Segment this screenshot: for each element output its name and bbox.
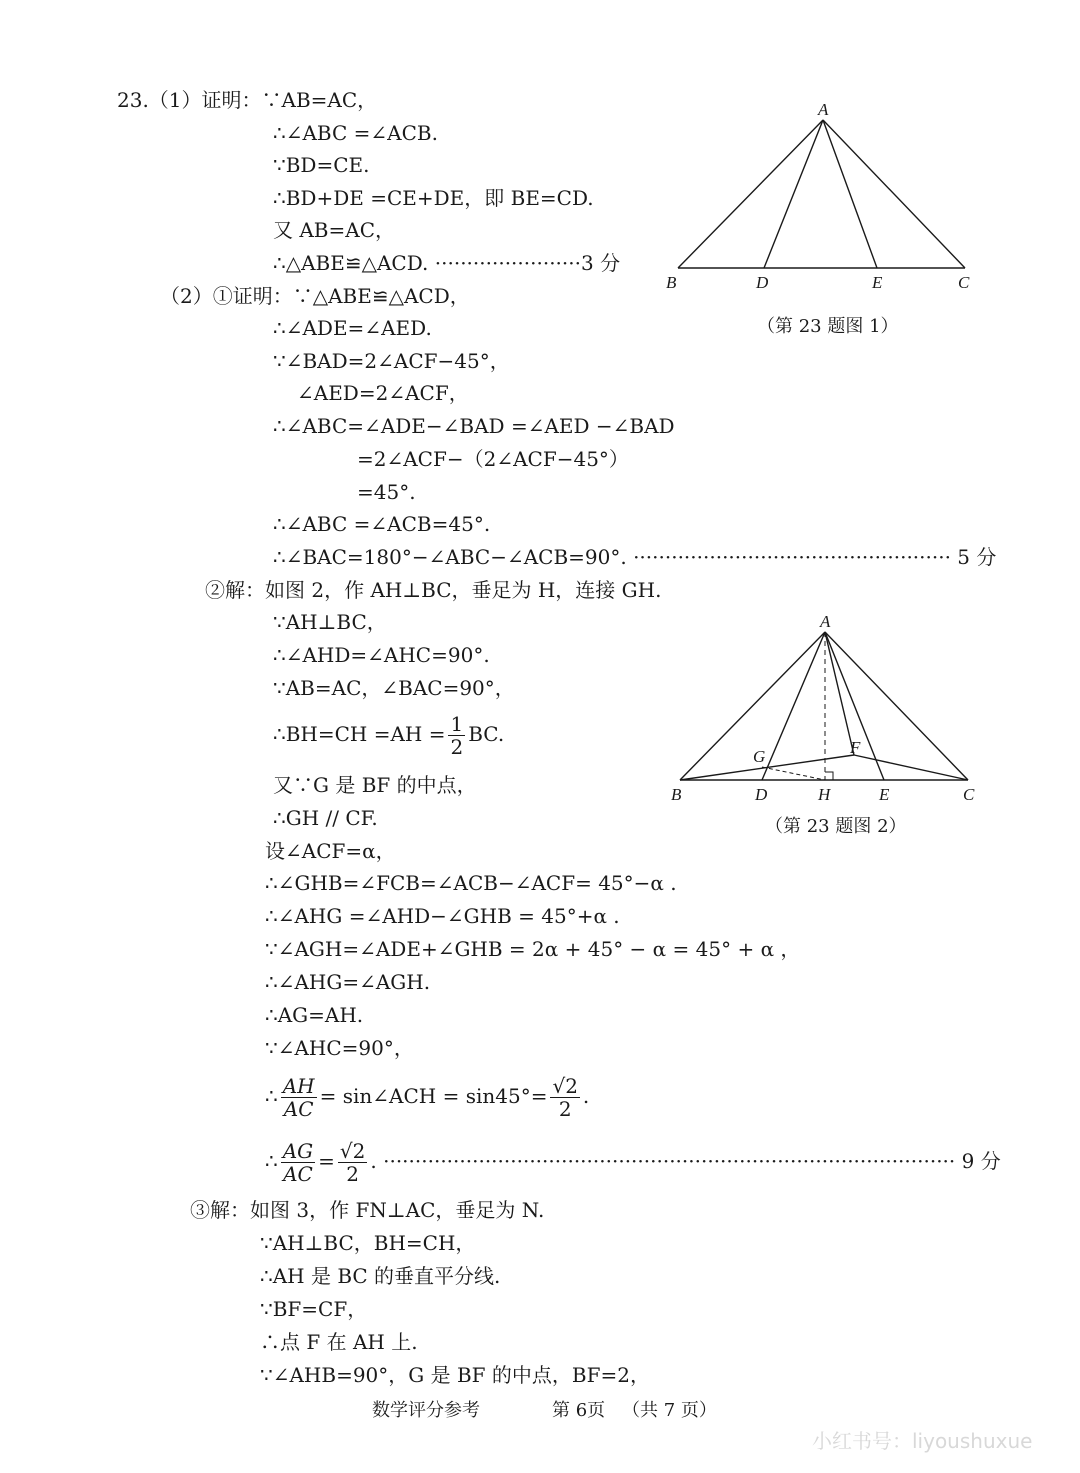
line: 又 AB=AC， bbox=[273, 218, 396, 242]
label-e: E bbox=[872, 273, 883, 292]
label-f: F bbox=[850, 738, 861, 757]
fraction-denominator: AC bbox=[283, 1162, 313, 1186]
line: ∴BD+DE =CE+DE，即 BE=CD. bbox=[273, 186, 594, 210]
line: ∴AH 是 BC 的垂直平分线. bbox=[260, 1264, 501, 1288]
line: ∵∠BAD=2∠ACF−45°， bbox=[273, 349, 510, 373]
label-g: G bbox=[753, 747, 766, 766]
segment-ae bbox=[823, 120, 877, 268]
line: ∴∠ADE=∠AED. bbox=[273, 316, 432, 340]
segment-ab bbox=[678, 120, 823, 268]
line-part: ∴BH=CH =AH = bbox=[273, 722, 446, 746]
figure-2-caption: （第 23 题图 2） bbox=[765, 816, 907, 837]
line: ∠AED=2∠ACF， bbox=[297, 381, 469, 405]
label-c: C bbox=[963, 785, 975, 804]
line: =45°. bbox=[357, 480, 416, 504]
line-score-3: ∴△ABE≌△ACD. ·······················3 分 bbox=[273, 251, 621, 275]
line: ∴点 F 在 AH 上. bbox=[260, 1330, 418, 1354]
line: ∴AG=AH. bbox=[265, 1003, 364, 1027]
segment-ad bbox=[762, 632, 825, 780]
segment-bf bbox=[680, 755, 854, 780]
line: ∵AH⊥BC，BH=CH， bbox=[260, 1231, 476, 1255]
footer-total: （共 7 页） bbox=[622, 1400, 717, 1421]
line: ∴∠AHD=∠AHC=90°. bbox=[273, 643, 490, 667]
line: ∵AB=AC，∠BAC=90°， bbox=[273, 676, 515, 700]
line: =2∠ACF−（2∠ACF−45°） bbox=[357, 447, 629, 471]
figure-2-triangle bbox=[665, 610, 985, 810]
line-part: = sin∠ACH = sin45°= bbox=[319, 1084, 548, 1108]
line: ∴∠ABC=∠ADE−∠BAD =∠AED −∠BAD bbox=[273, 414, 675, 438]
line-part: . ·························································································· 9 分 bbox=[370, 1149, 1001, 1173]
segment-gh-dashed bbox=[762, 767, 825, 780]
line-23-2-1-proof: （2）①证明：∵△ABE≌△ACD， bbox=[160, 284, 470, 308]
line-part: = bbox=[318, 1149, 335, 1173]
line: ∵∠AGH=∠ADE+∠GHB = 2α + 45° − α = 45° + α ， bbox=[265, 937, 801, 961]
line: ∵BF=CF， bbox=[260, 1297, 368, 1321]
segment-ac bbox=[825, 632, 968, 780]
label-b: B bbox=[671, 785, 682, 804]
fraction-numerator: √2 bbox=[552, 1074, 578, 1098]
label-h: H bbox=[818, 785, 831, 804]
line-23-2-2-solution: ②解：如图 2，作 AH⊥BC，垂足为 H，连接 GH. bbox=[205, 578, 662, 602]
right-angle-mark bbox=[825, 772, 833, 780]
line: ∴∠AHG=∠AGH. bbox=[265, 970, 431, 994]
fraction-numerator: √2 bbox=[339, 1139, 366, 1163]
label-a: A bbox=[820, 612, 831, 631]
segment-fc bbox=[854, 755, 968, 780]
line: ∵∠AHB=90°，G 是 BF 的中点，BF=2， bbox=[260, 1363, 650, 1387]
line-part: BC. bbox=[468, 722, 505, 746]
label-d: D bbox=[756, 273, 769, 292]
line-score-5: ∴∠BAC=180°−∠ABC−∠ACB=90°. ·················································· 5 分 bbox=[273, 545, 997, 569]
fraction-denominator: 2 bbox=[346, 1162, 360, 1186]
segment-ac bbox=[823, 120, 965, 268]
line-23-1-proof: 23.（1）证明：∵AB=AC， bbox=[117, 88, 378, 112]
fraction-numerator: AG bbox=[282, 1139, 314, 1163]
figure-1-caption: （第 23 题图 1） bbox=[757, 316, 899, 337]
fraction-denominator: 2 bbox=[450, 735, 464, 759]
line-sin-ach bbox=[265, 1072, 589, 1120]
line-part: ∴ bbox=[265, 1084, 278, 1108]
fraction-numerator: 1 bbox=[450, 712, 464, 736]
fraction-ag-ac bbox=[281, 1140, 315, 1185]
line: ∵∠AHC=90°， bbox=[265, 1036, 414, 1060]
footer-page: 第 6页 bbox=[552, 1400, 606, 1421]
label-e: E bbox=[879, 785, 890, 804]
fraction-half bbox=[448, 713, 465, 758]
label-a: A bbox=[818, 100, 829, 119]
label-d: D bbox=[755, 785, 768, 804]
line: ∴∠ABC =∠ACB. bbox=[273, 121, 438, 145]
footer-subject: 数学评分参考 bbox=[372, 1400, 480, 1421]
line-part: ∴ bbox=[265, 1149, 278, 1173]
line-bh-ch-ah bbox=[273, 710, 504, 758]
figure-1-triangle bbox=[660, 98, 990, 298]
line: ∴∠AHG =∠AHD−∠GHB = 45°+α . bbox=[265, 904, 620, 928]
fraction-numerator: AH bbox=[282, 1074, 315, 1098]
line-part: . bbox=[582, 1084, 590, 1108]
line: ∴GH // CF. bbox=[273, 806, 378, 830]
line: ∴∠ABC =∠ACB=45°. bbox=[273, 512, 491, 536]
line: ∵AH⊥BC， bbox=[273, 610, 387, 634]
segment-ad bbox=[764, 120, 823, 268]
fraction-sqrt2-over-2 bbox=[550, 1075, 579, 1120]
line: ∵BD=CE. bbox=[273, 153, 370, 177]
label-b: B bbox=[666, 273, 677, 292]
line-23-2-3-solution: ③解：如图 3，作 FN⊥AC，垂足为 N. bbox=[190, 1198, 545, 1222]
line: 又∵G 是 BF 的中点， bbox=[273, 773, 477, 797]
fraction-sqrt2-over-2 bbox=[338, 1140, 367, 1185]
fraction-denominator: 2 bbox=[558, 1097, 572, 1121]
label-c: C bbox=[958, 273, 970, 292]
line-ag-ac-score-9 bbox=[265, 1137, 1001, 1185]
watermark: 小红书号：liyoushuxue bbox=[812, 1429, 1033, 1453]
line: 设∠ACF=α， bbox=[265, 839, 396, 863]
fraction-ah-ac bbox=[281, 1075, 317, 1120]
fraction-denominator: AC bbox=[283, 1097, 314, 1121]
line: ∴∠GHB=∠FCB=∠ACB−∠ACF= 45°−α . bbox=[265, 871, 677, 895]
